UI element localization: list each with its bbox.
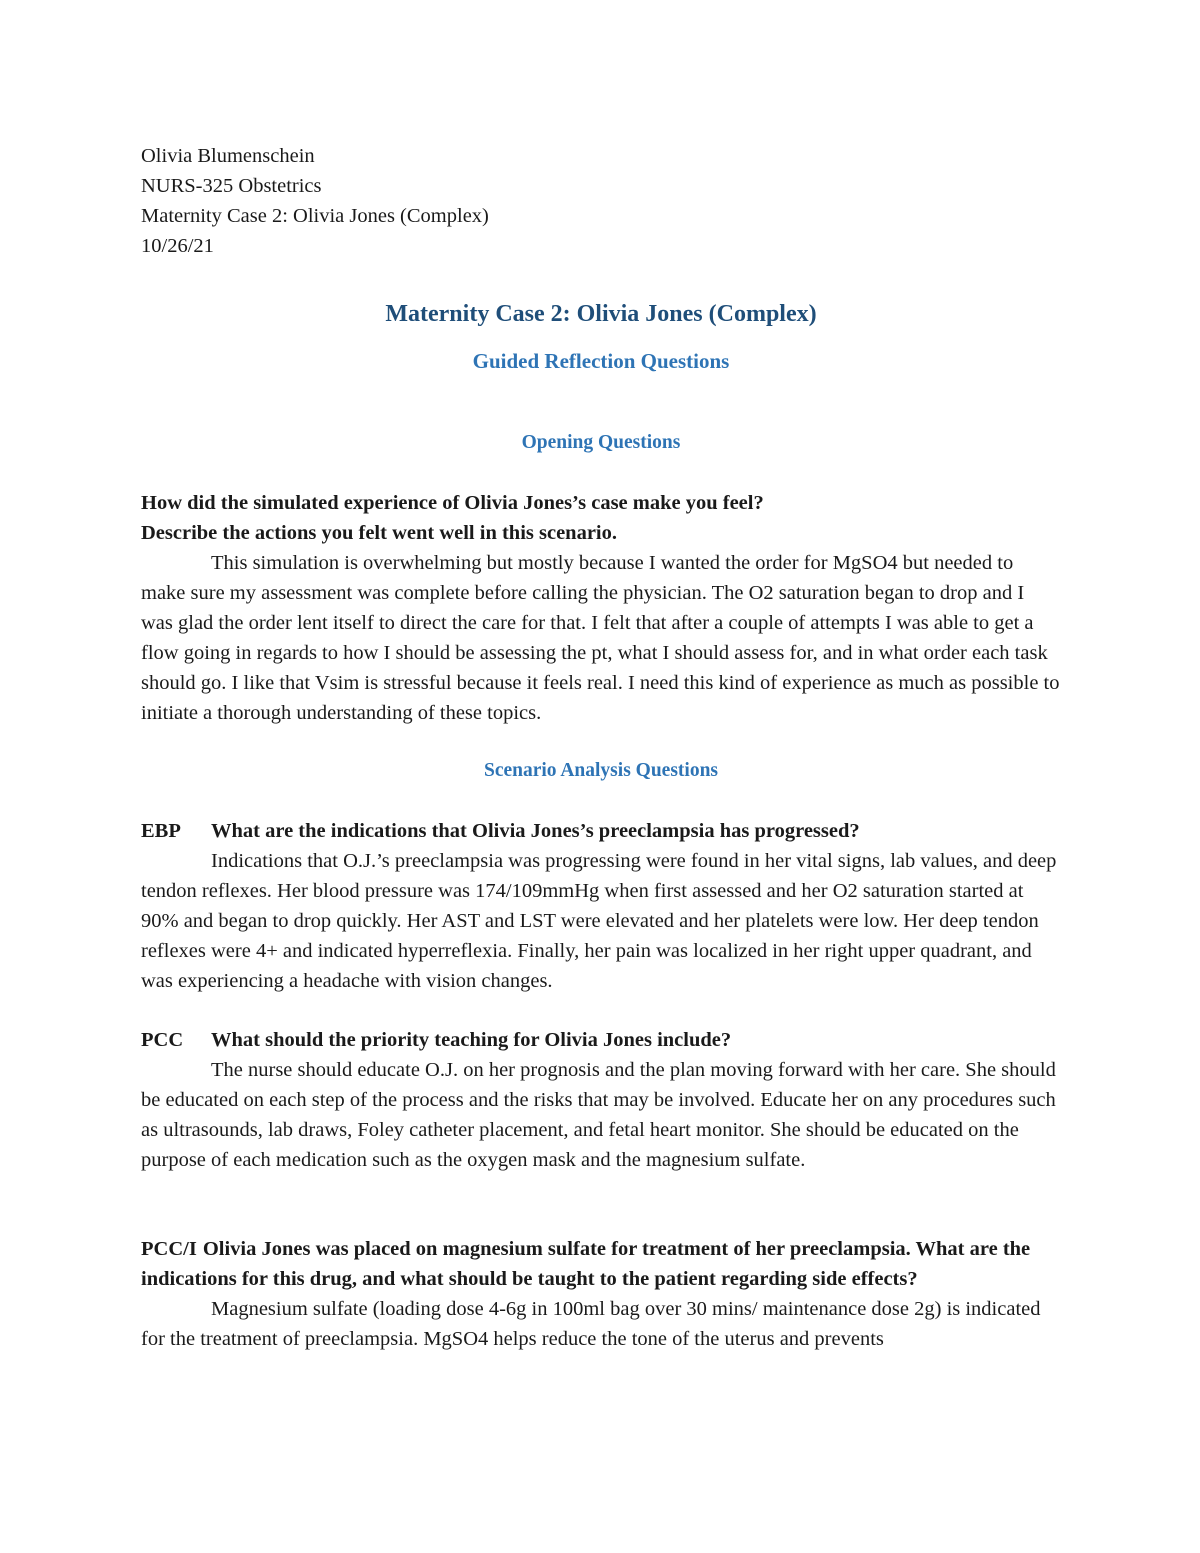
scenario-analysis-heading: Scenario Analysis Questions [483,760,719,781]
assignment-name: Maternity Case 2: Olivia Jones (Complex) [141,205,489,227]
analysis-answer-pcc-i: Magnesium sulfate (loading dose 4-6g in 100ml bag over 30 mins/ maintenance dose 2g) is indicated for the treatment of preeclampsia. MgSO4 helps reduce the tone of the uterus and prevents [141,1298,1041,1350]
course-name: NURS-325 Obstetrics [141,175,322,197]
opening-answer: This simulation is overwhelming but mostly because I wanted the order for MgSO4 but needed to make sure my assessment was complete before calling the physician. The O2 saturation began to drop and I was glad the order lent itself to direct the care for that. I felt that after a couple of attempts I was able to get a flow going in regards to how I should be assessing the pt, what I should assess for, and in what order each task should go. I like that Vsim is stressful because it feels real. I need this kind of experience as much as possible to initiate a thorough understanding of these topics. [141,552,1060,724]
document-body [141,141,1061,1350]
document-title: Maternity Case 2: Olivia Jones (Complex) [385,301,817,327]
question-tag: PCC/I [141,1238,197,1260]
analysis-item-ebp [141,816,1061,996]
question-text: Olivia Jones was placed on magnesium sulfate for treatment of her preeclampsia. What are the indications for this drug, and what should be taught to the patient regarding side effects? [141,1238,1031,1290]
author-name: Olivia Blumenschein [141,145,315,167]
document-subtitle: Guided Reflection Questions [472,349,730,373]
analysis-answer-ebp: Indications that O.J.’s preeclampsia was progressing were found in her vital signs, lab values, and deep tendon reflexes. Her blood pressure was 174/109mmHg when first assessed and her O2 saturation started at 90% and began to drop quickly. Her AST and LST were elevated and her platelets were low. Her deep tendon reflexes were 4+ and indicated hyperreflexia. Finally, her pain was localized in her right upper quadrant, and was experiencing a headache with vision changes. [141,850,1057,992]
analysis-item-pcc-i [141,1234,1061,1354]
analysis-question-pcc [141,1025,1061,1055]
question-tag: EBP [141,820,181,842]
question-tag: PCC [141,1029,184,1051]
submission-date: 10/26/21 [141,235,214,257]
analysis-item-pcc [141,1025,1061,1175]
analysis-question-ebp [141,816,1061,846]
question-text: What are the indications that Olivia Jones’s preeclampsia has progressed? [211,820,860,842]
question-text: What should the priority teaching for Olivia Jones include? [211,1029,732,1051]
opening-question-1: How did the simulated experience of Olivia Jones’s case make you feel? [141,492,764,514]
analysis-answer-pcc: The nurse should educate O.J. on her prognosis and the plan moving forward with her care. She should be educated on each step of the process and the risks that may be involved. Educate her on any procedures such as ultrasounds, lab draws, Foley catheter placement, and fetal heart monitor. She should be educated on the purpose of each medication such as the oxygen mask and the magnesium sulfate. [141,1059,1056,1171]
opening-question-2: Describe the actions you felt went well in this scenario. [141,522,617,544]
opening-questions-block [141,488,1061,728]
analysis-question-pcc-i [141,1234,1061,1294]
opening-questions-heading: Opening Questions [521,432,681,453]
